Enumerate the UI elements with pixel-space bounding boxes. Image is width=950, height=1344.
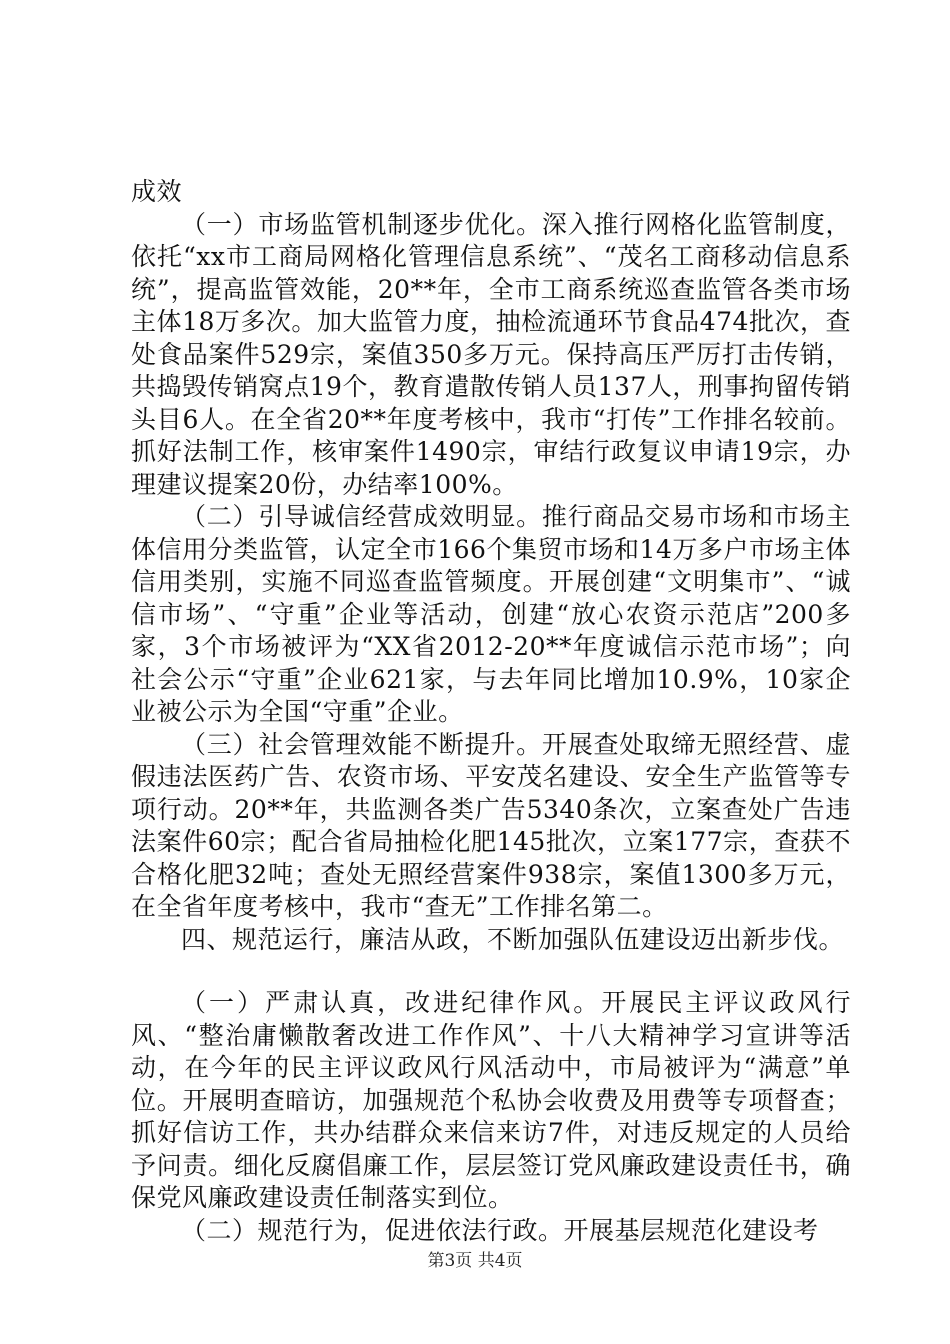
document-body — [131, 176, 851, 1247]
page-footer: 第3页 共4页 — [427, 1251, 523, 1271]
section-heading-four: 四、规范运行，廉洁从政，不断加强队伍建设迈出新步伐。 — [181, 924, 845, 954]
paragraph-credit-operation: （二）引导诚信经营成效明显。推行商品交易市场和市场主体信用分类监管，认定全市166个集贸市场和14万多户市场主体信用类别，实施不同巡查监管频度。开展创建“文明集市”、“诚信市场”、“守重”企业等活动，创建“放心农资示范店”200多家，3个市场被评为“XX省2012-20**年度诚信示范市场”；向社会公示“守重”企业621家，与去年同比增加10.9%，10家企业被公示为全国“守重”企业。 — [131, 502, 851, 726]
paragraph-social-management: （三）社会管理效能不断提升。开展查处取缔无照经营、虚假违法医药广告、农资市场、平安茂名建设、安全生产监管等专项行动。20**年，共监测各类广告5340条次，立案查处广告违法案件60宗；配合省局抽检化肥145批次，立案177宗，查获不合格化肥32吨；查处无照经营案件938宗，案值1300多万元，在全省年度考核中，我市“查无”工作排名第二。 — [131, 729, 851, 921]
paragraph-discipline-style: （一）严肃认真，改进纪律作风。开展民主评议政风行风、“整治庸懒散奢改进工作作风”、十八大精神学习宣讲等活动，在今年的民主评议政风行风活动中，市局被评为“满意”单位。开展明查暗访，加强规范个私协会收费及用费等专项督查；抓好信访工作，共办结群众来信来访7件，对违反规定的人员给予问责。细化反腐倡廉工作，层层签订党风廉政建设责任书，确保党风廉政建设责任制落实到位。 — [131, 988, 851, 1212]
paragraph-continuation: 成效 — [131, 177, 183, 206]
paragraph-standardize-conduct: （二）规范行为，促进依法行政。开展基层规范化建设考 — [181, 1215, 819, 1245]
paragraph-market-supervision: （一）市场监管机制逐步优化。深入推行网格化监管制度，依托“xx市工商局网格化管理信息系统”、“茂名工商移动信息系统”，提高监管效能，20**年，全市工商系统巡查监管各类市场主体18万多次。加大监管力度，抽检流通环节食品474批次，查处食品案件529宗，案值350多万元。保持高压严厉打击传销，共捣毁传销窝点19个，教育遣散传销人员137人，刑事拘留传销头目6人。在全省20**年度考核中，我市“打传”工作排名较前。抓好法制工作，核审案件1490宗，审结行政复议申请19宗，办理建议提案20份，办结率100%。 — [131, 209, 851, 499]
